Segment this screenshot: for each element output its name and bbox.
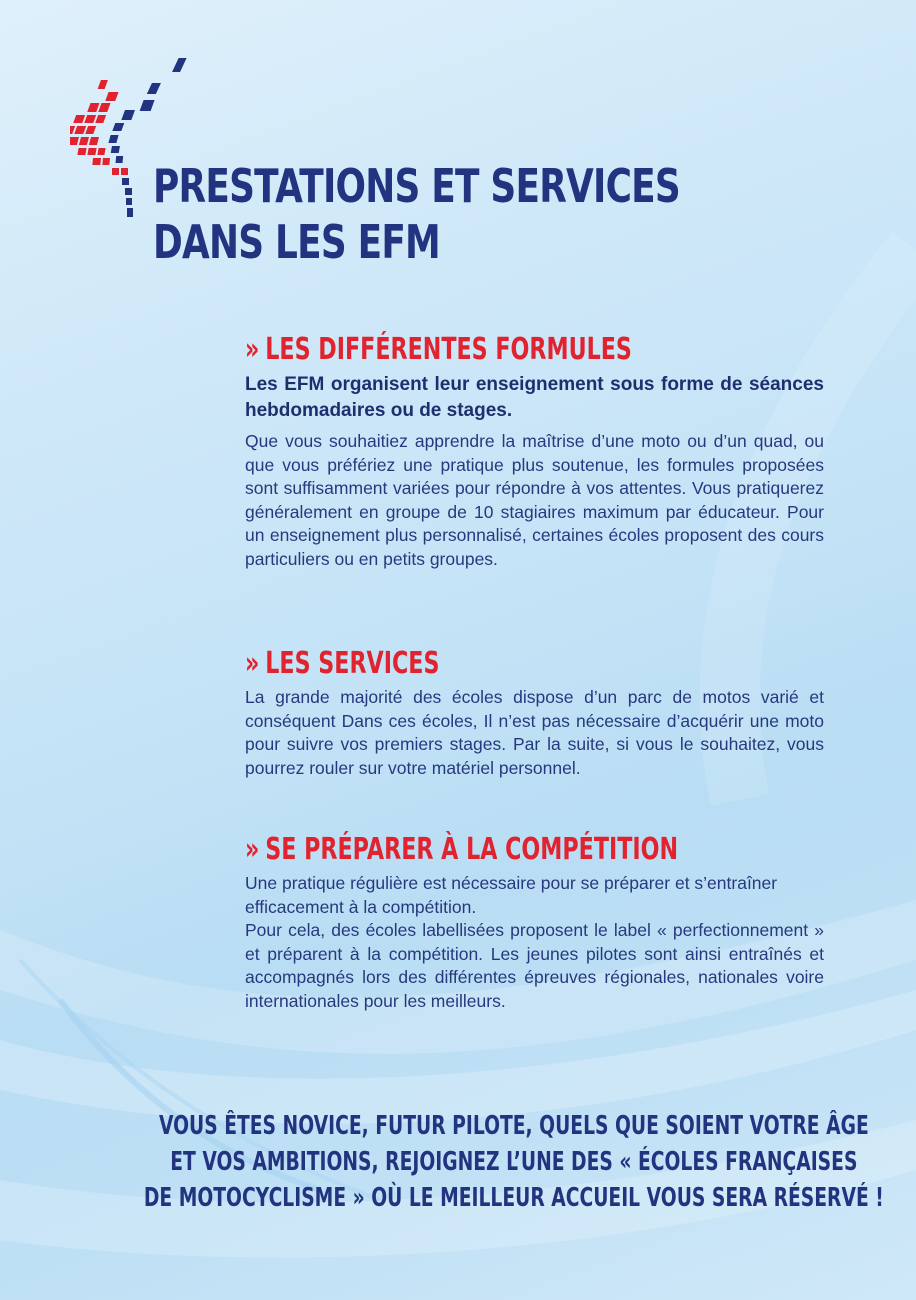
closing-line-2: ET VOS AMBITIONS, REJOIGNEZ L’UNE DES « ÉCOLES FRANÇAISES <box>170 1147 858 1177</box>
chevron-right-icon: » <box>245 646 260 681</box>
section-body-text: Que vous souhaitiez apprendre la maîtrise d’une moto ou d’un quad, ou que vous préfériez une pratique plus soutenue, les formules proposées sont suffisamment variées pour répondre à vos attentes. Vous pratiquerez généralement en groupe de 10 stagiaires maximum par éducateur. Pour un enseignement plus personnalisé, certaines écoles proposent des cours particuliers ou en petits groupes. <box>245 431 824 569</box>
chevron-right-icon: » <box>245 332 260 367</box>
section-heading-text: LES DIFFÉRENTES FORMULES <box>265 332 632 367</box>
page-title-line-1: PRESTATIONS ET SERVICES <box>153 159 680 213</box>
section-body-text-2: Pour cela, des écoles labellisées proposent le label « perfectionnement » et préparent à la compétition. Les jeunes pilotes sont ainsi entraînés et accompagnés lors des différentes épreuves régionales, nationales voire internationales pour les meilleurs. <box>245 920 824 1011</box>
page-title <box>153 158 680 270</box>
section-body-text-1: Une pratique régulière est nécessaire pour se préparer et s’entraîner efficacement à la compétition. <box>245 873 778 917</box>
section-body-text: La grande majorité des écoles dispose d’un parc de motos varié et conséquent Dans ces écoles, Il n’est pas nécessaire d’acquérir une moto pour suivre vos premiers stages. Par la suite, si vous le souhaitez, vous pourrez rouler sur votre matériel personnel. <box>245 687 824 778</box>
closing-line-3: DE MOTOCYCLISME » OÙ LE MEILLEUR ACCUEIL VOUS SERA RÉSERVÉ ! <box>143 1183 884 1213</box>
section-heading-formules <box>245 332 673 368</box>
page-title-line-2: DANS LES EFM <box>153 215 440 269</box>
section-heading-text: SE PRÉPARER À LA COMPÉTITION <box>265 832 679 867</box>
section-heading-text: LES SERVICES <box>265 646 440 681</box>
section-lead-text: Les EFM organisent leur enseignement sous forme de séances hebdomadaires ou de stages. <box>245 374 824 421</box>
closing-line-1: VOUS ÊTES NOVICE, FUTUR PILOTE, QUELS QUE SOIENT VOTRE ÂGE <box>158 1111 869 1141</box>
section-formules <box>245 332 824 571</box>
closing-message <box>0 1108 916 1216</box>
section-services <box>245 646 824 780</box>
section-competition <box>245 832 824 1013</box>
section-heading-services <box>245 646 673 682</box>
chevron-right-icon: » <box>245 832 260 867</box>
section-heading-competition <box>245 832 679 868</box>
